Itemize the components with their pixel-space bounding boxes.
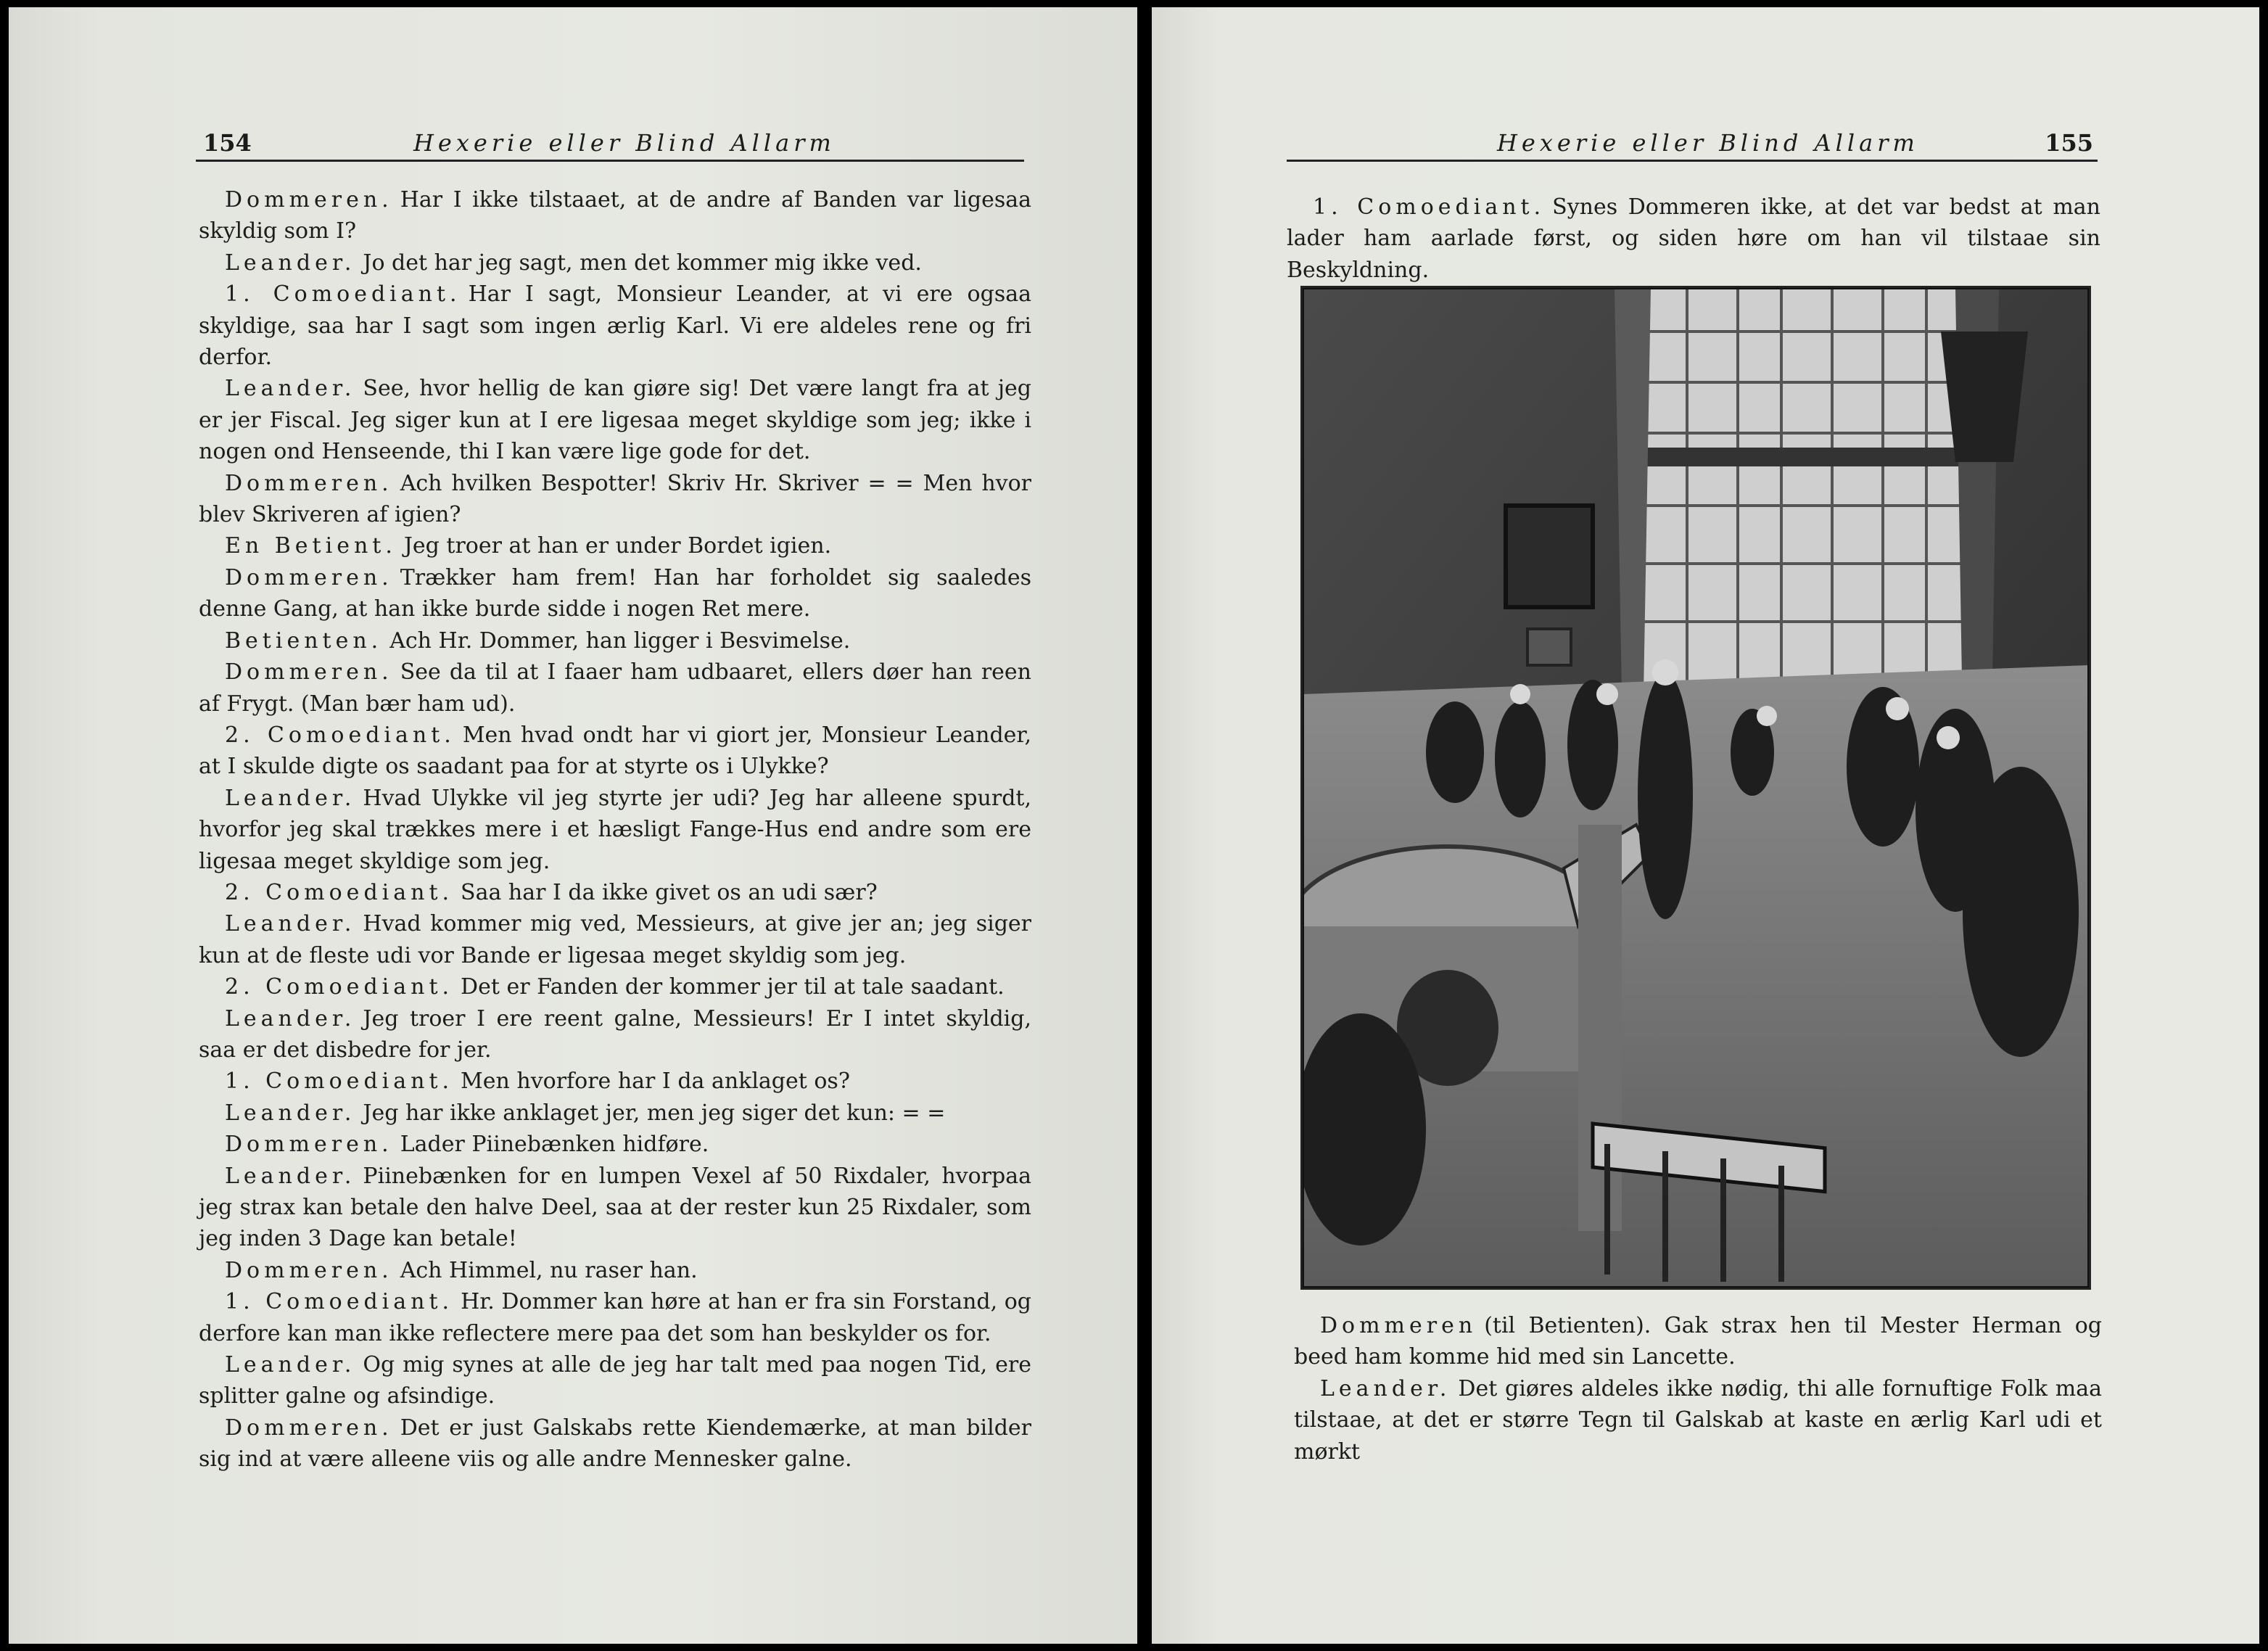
- dialogue-text: See, hvor hellig de kan giøre sig! Det være langt fra at jeg er jer Fiscal. Jeg siger kun at I ere ligesaa meget skyldige som jeg; ikke i nogen ond Henseende, thi I kan være lige gode for det.: [199, 376, 1031, 465]
- dialogue-text: See da til at I faaer ham udbaaret, ellers døer han reen af Frygt. (Man bær ham ud).: [199, 659, 1031, 717]
- dialogue-text: Og mig synes at alle de jeg har talt med paa nogen Tid, ere splitter galne og afsindige.: [199, 1352, 1031, 1409]
- speaker-name: 1. Comoediant.: [225, 1069, 454, 1095]
- speaker-name: Betienten.: [225, 627, 383, 654]
- speaker-name: 2. Comoediant.: [225, 879, 454, 905]
- dialogue-paragraph: [199, 247, 1031, 279]
- dialogue-text: Hvad kommer mig ved, Messieurs, at give jer an; jeg siger kun at de fleste udi vor Bande er ligesaa meget skyldig som jeg.: [199, 911, 1031, 968]
- speaker-name: Dommeren.: [225, 470, 393, 496]
- speaker-name: 1. Comoediant.: [225, 281, 461, 308]
- dialogue-text: Men hvorfore har I da anklaget os?: [461, 1069, 850, 1095]
- dialogue-paragraph: [199, 530, 1031, 561]
- right-body-text-top: [1287, 192, 2100, 286]
- dialogue-paragraph: [199, 279, 1031, 373]
- dialogue-paragraph: [199, 1255, 1031, 1286]
- speaker-name: Leander.: [225, 911, 356, 937]
- speaker-name: Leander.: [225, 1352, 356, 1378]
- speaker-name: 1. Comoediant.: [225, 1289, 454, 1315]
- dialogue-text: Saa har I da ikke givet os an udi sær?: [461, 879, 878, 905]
- dialogue-text: Ach Hr. Dommer, han ligger i Besvimelse.: [389, 627, 851, 654]
- speaker-name: Dommeren.: [225, 1415, 393, 1441]
- dialogue-text: Jeg har ikke anklaget jer, men jeg siger det kun: = =: [363, 1100, 946, 1126]
- speaker-name: En Betient.: [225, 533, 397, 559]
- dialogue-paragraph: [199, 1412, 1031, 1475]
- dialogue-paragraph: [199, 562, 1031, 625]
- dialogue-text: Ach Himmel, nu raser han.: [400, 1257, 698, 1283]
- engraving-image: [1303, 288, 2089, 1288]
- right-page: [1152, 7, 2259, 1644]
- speaker-name: Dommeren.: [225, 564, 393, 590]
- dialogue-paragraph: [199, 468, 1031, 531]
- left-page: [9, 7, 1137, 1644]
- speaker-name: Leander.: [225, 1163, 356, 1189]
- dialogue-text: Hvad Ulykke vil jeg styrte jer udi? Jeg har alleene spurdt, hvorfor jeg skal trækkes mere i et hæsligt Fange-Hus end andre som ere ligesaa meget skyldige som jeg.: [199, 785, 1031, 874]
- dialogue-paragraph: [199, 971, 1031, 1002]
- speaker-name: 2. Comoediant.: [225, 722, 455, 748]
- dialogue-paragraph: [199, 1286, 1031, 1349]
- dialogue-paragraph: [199, 1003, 1031, 1066]
- dialogue-text: Synes Dommeren ikke, at det var bedst at man lader ham aarlade først, og siden høre om han vil tilstaae sin Beskyldning.: [1287, 194, 2100, 283]
- dialogue-paragraph: [199, 373, 1031, 467]
- dialogue-paragraph: [199, 1129, 1031, 1160]
- dialogue-text: Hr. Dommer kan høre at han er fra sin Forstand, og derfore kan man ikke reflectere mere paa det som han beskylder os for.: [199, 1289, 1031, 1346]
- running-title: Hexerie eller Blind Allarm: [413, 129, 836, 157]
- dialogue-text: Trækker ham frem! Han har forholdet sig saaledes denne Gang, at han ikke burde sidde i nogen Ret mere.: [199, 564, 1031, 622]
- speaker-name: Dommeren.: [225, 1132, 393, 1158]
- running-head: [1287, 123, 2098, 162]
- dialogue-text: Det er just Galskabs rette Kiendemærke, at man bilder sig ind at være alleene viis og alle andre Mennesker galne.: [199, 1415, 1031, 1473]
- left-body-text: [199, 184, 1031, 1475]
- dialogue-paragraph: [199, 877, 1031, 908]
- dialogue-paragraph: [199, 1066, 1031, 1097]
- speaker-name: Leander.: [225, 376, 356, 402]
- dialogue-paragraph: [199, 720, 1031, 783]
- dialogue-text: Det er Fanden der kommer jer til at tale saadant.: [461, 974, 1005, 1000]
- dialogue-text: Jeg troer I ere reent galne, Messieurs! Er I intet skyldig, saa er det disbedre for jer.: [199, 1005, 1031, 1063]
- page-number: 154: [203, 129, 252, 157]
- dialogue-paragraph: [199, 184, 1031, 247]
- dialogue-paragraph: [199, 1098, 1031, 1129]
- courtroom-illustration: [1300, 286, 2091, 1290]
- dialogue-text: Ach hvilken Bespotter! Skriv Hr. Skriver = = Men hvor blev Skriveren af igien?: [199, 470, 1031, 528]
- dialogue-text: Lader Piinebænken hidføre.: [400, 1132, 709, 1158]
- dialogue-text: Jo det har jeg sagt, men det kommer mig ikke ved.: [363, 250, 922, 276]
- dialogue-text: Har I ikke tilstaaet, at de andre af Banden var ligesaa skyldig som I?: [199, 187, 1031, 244]
- speaker-name: Leander.: [225, 1100, 356, 1126]
- dialogue-paragraph: [1287, 192, 2100, 286]
- dialogue-text: Piinebænken for en lumpen Vexel af 50 Rixdaler, hvorpaa jeg strax kan betale den halve Deel, saa at der rester kun 25 Rixdaler, som jeg inden 3 Dage kan betale!: [199, 1163, 1031, 1252]
- page-number: 155: [2045, 129, 2093, 157]
- dialogue-text: Jeg troer at han er under Bordet igien.: [403, 533, 832, 559]
- speaker-name: Dommeren.: [225, 659, 393, 685]
- speaker-name: Leander.: [1320, 1375, 1451, 1401]
- speaker-name: 1. Comoediant.: [1313, 194, 1546, 220]
- speaker-name: Dommeren.: [225, 187, 393, 213]
- dialogue-paragraph: [199, 908, 1031, 971]
- dialogue-paragraph: [1294, 1310, 2102, 1373]
- dialogue-paragraph: [199, 1349, 1031, 1412]
- right-body-text-bottom: [1294, 1310, 2102, 1467]
- speaker-name: Dommeren: [1320, 1313, 1477, 1338]
- dialogue-paragraph: [199, 783, 1031, 877]
- speaker-name: Leander.: [225, 1005, 356, 1032]
- dialogue-text: (til Betienten). Gak strax hen til Mester Herman og beed ham komme hid med sin Lancette.: [1294, 1313, 2102, 1370]
- dialogue-text: Men hvad ondt har vi giort jer, Monsieur Leander, at I skulde digte os saadant paa for at styrte os i Ulykke?: [199, 722, 1031, 780]
- speaker-name: Leander.: [225, 785, 356, 811]
- dialogue-paragraph: [199, 625, 1031, 656]
- dialogue-paragraph: [199, 1161, 1031, 1255]
- running-title: Hexerie eller Blind Allarm: [1497, 129, 1919, 157]
- dialogue-paragraph: [199, 656, 1031, 720]
- dialogue-text: Har I sagt, Monsieur Leander, at vi ere ogsaa skyldige, saa har I sagt som ingen ærlig Karl. Vi ere aldeles rene og fri derfor.: [199, 281, 1031, 371]
- dialogue-text: Det giøres aldeles ikke nødig, thi alle fornuftige Folk maa tilstaae, at det er større Tegn til Galskab at kaste en ærlig Karl udi et mørkt: [1294, 1375, 2102, 1465]
- speaker-name: Leander.: [225, 250, 356, 276]
- speaker-name: 2. Comoediant.: [225, 974, 454, 1000]
- speaker-name: Dommeren.: [225, 1257, 393, 1283]
- running-head: [196, 123, 1024, 162]
- dialogue-paragraph: [1294, 1373, 2102, 1467]
